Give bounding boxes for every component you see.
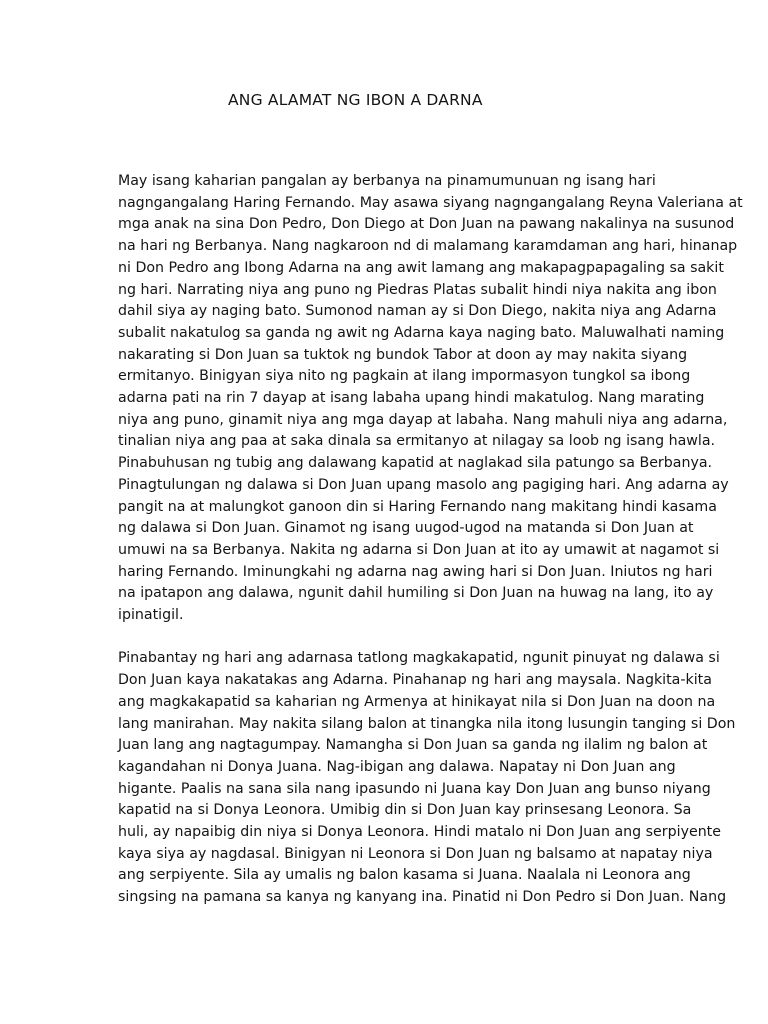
text-line: kaya siya ay nagdasal. Binigyan ni Leonora si Don Juan ng balsamo at napatay niya — [118, 845, 713, 862]
document-title: ANG ALAMAT NG IBON A DARNA — [228, 91, 483, 109]
text-line: umuwi na sa Berbanya. Nakita ng adarna si Don Juan at ito ay umawit at nagamot si — [118, 541, 720, 558]
text-line: dahil siya ay naging bato. Sumonod naman ay si Don Diego, nakita niya ang Adarna — [118, 303, 717, 320]
text-line: higante. Paalis na sana sila nang ipasundo ni Juana kay Don Juan ang bunso niyang — [118, 780, 711, 797]
text-line: May isang kaharian pangalan ay berbanya na pinamumunuan ng isang hari — [118, 173, 656, 189]
text-line: kapatid na si Donya Leonora. Umibig din si Don Juan kay prinsesang Leonora. Sa — [118, 802, 692, 819]
text-line: ipinatigil. — [118, 607, 184, 624]
document-body — [118, 171, 743, 909]
text-line: Juan lang ang nagtagumpay. Namangha si Don Juan sa ganda ng ilalim ng balon at — [118, 737, 708, 754]
text-line: Pinagtulungan ng dalawa si Don Juan upang masolo ang pagiging hari. Ang adarna ay — [118, 476, 729, 493]
text-line: ang magkakapatid sa kaharian ng Armenya at hinikayat nila si Don Juan na doon na — [118, 693, 716, 710]
text-line: subalit nakatulog sa ganda ng awit ng Adarna kaya naging bato. Maluwalhati naming — [118, 324, 725, 341]
paragraph-1 — [118, 171, 743, 627]
text-line: adarna pati na rin 7 dayap at isang labaha upang hindi makatulog. Nang marating — [118, 390, 705, 407]
text-line: nagngangalang Haring Fernando. May asawa siyang nagngangalang Reyna Valeriana at — [118, 194, 743, 211]
text-line: Pinabuhusan ng tubig ang dalawang kapatid at naglakad sila patungo sa Berbanya. — [118, 455, 713, 472]
text-line: haring Fernando. Iminungkahi ng adarna nag awing hari si Don Juan. Iniutos ng hari — [118, 563, 713, 580]
text-line: tinalian niya ang paa at saka dinala sa ermitanyo at nilagay sa loob ng isang hawla. — [118, 433, 716, 450]
text-line: niya ang puno, ginamit niya ang mga dayap at labaha. Nang mahuli niya ang adarna, — [118, 411, 728, 428]
text-line: huli, ay napaibig din niya si Donya Leonora. Hindi matalo ni Don Juan ang serpiyente — [118, 824, 721, 841]
text-line: Pinabantay ng hari ang adarnasa tatlong magkakapatid, ngunit pinuyat ng dalawa si — [118, 650, 720, 667]
text-line: kagandahan ni Donya Juana. Nag-ibigan ang dalawa. Napatay ni Don Juan ang — [118, 758, 676, 775]
text-line: na ipatapon ang dalawa, ngunit dahil humiling si Don Juan na huwag na lang, ito ay — [118, 585, 714, 602]
text-line: ng hari. Narrating niya ang puno ng Piedras Platas subalit hindi niya nakita ang ibon — [118, 281, 717, 298]
text-line: na hari ng Berbanya. Nang nagkaroon nd di malamang karamdaman ang hari, hinanap — [118, 238, 738, 255]
text-line: lang manirahan. May nakita silang balon at tinangka nila itong lusungin tanging si Don — [118, 715, 736, 732]
text-line: Don Juan kaya nakatakas ang Adarna. Pinahanap ng hari ang maysala. Nagkita-kita — [118, 672, 712, 689]
paragraph-2 — [118, 648, 736, 908]
text-line: ang serpiyente. Sila ay umalis ng balon kasama si Juana. Naalala ni Leonora ang — [118, 867, 691, 884]
text-line: ermitanyo. Binigyan siya nito ng pagkain at ilang impormasyon tungkol sa ibong — [118, 368, 691, 385]
text-line: ni Don Pedro ang Ibong Adarna na ang awit lamang ang makapagpapagaling sa sakit — [118, 259, 724, 276]
text-line: singsing na pamana sa kanya ng kanyang ina. Pinatid ni Don Pedro si Don Juan. Nang — [118, 889, 727, 906]
text-line: ng dalawa si Don Juan. Ginamot ng isang uugod-ugod na matanda si Don Juan at — [118, 520, 694, 537]
text-line: mga anak na sina Don Pedro, Don Diego at Don Juan na pawang nakalinya na susunod — [118, 216, 735, 233]
text-line: pangit na at malungkot ganoon din si Haring Fernando nang makitang hindi kasama — [118, 498, 717, 515]
text-line: nakarating si Don Juan sa tuktok ng bundok Tabor at doon ay may nakita siyang — [118, 346, 688, 363]
